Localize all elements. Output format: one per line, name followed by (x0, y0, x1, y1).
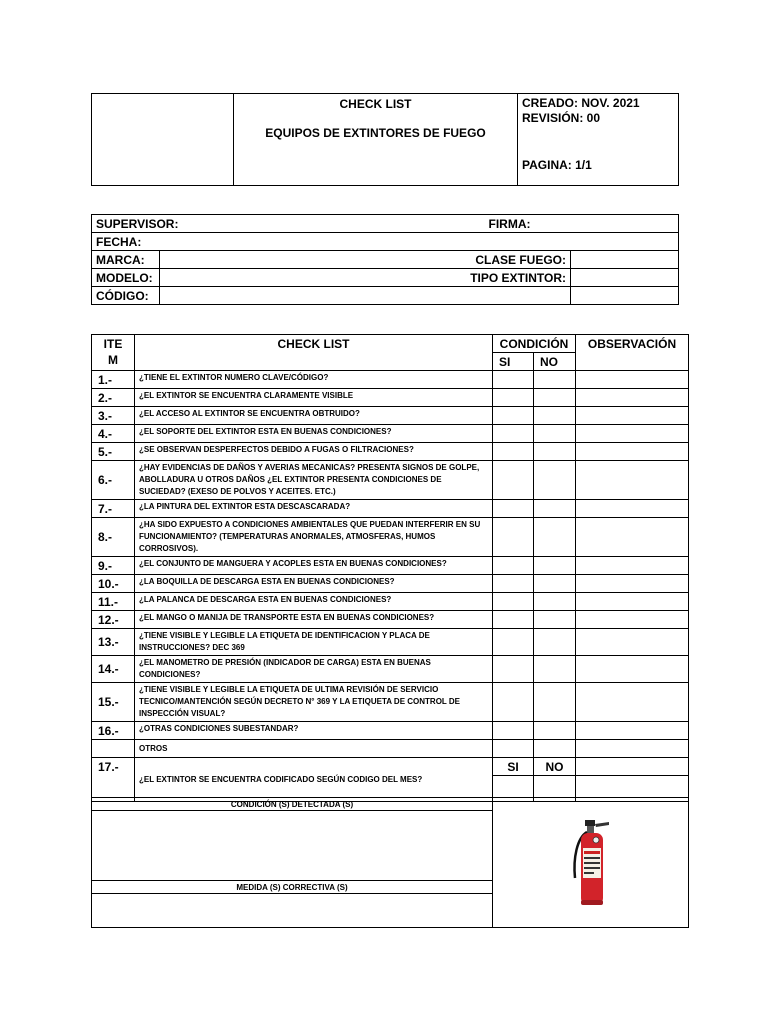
item-question: ¿LA PALANCA DE DESCARGA ESTA EN BUENAS CONDICIONES? (135, 593, 493, 611)
item-observacion-cell[interactable] (576, 425, 689, 443)
item-observacion-cell[interactable] (576, 557, 689, 575)
otros-obs-cell[interactable] (576, 740, 689, 758)
item-number: 3.- (92, 407, 135, 425)
col-checklist-header: CHECK LIST (135, 335, 493, 371)
checklist-row (92, 500, 689, 518)
extinguisher-label-line3 (584, 867, 600, 869)
marca-label: MARCA: (92, 251, 160, 269)
item-17-obs-top[interactable] (576, 758, 689, 776)
item-observacion-cell[interactable] (576, 500, 689, 518)
item-question: ¿OTRAS CONDICIONES SUBESTANDAR? (135, 722, 493, 740)
created-date: CREADO: NOV. 2021 (522, 96, 640, 110)
col-item-line2: M (108, 353, 118, 367)
item-no-cell[interactable] (534, 656, 576, 683)
item-17-si-header: SI (493, 758, 534, 776)
checklist-row (92, 518, 689, 557)
item-number: 1.- (92, 371, 135, 389)
form-subtitle: EQUIPOS DE EXTINTORES DE FUEGO (265, 126, 486, 140)
item-number: 16.- (92, 722, 135, 740)
item-17-question: ¿EL EXTINTOR SE ENCUENTRA CODIFICADO SEGÚN CODIGO DEL MES? (135, 758, 493, 802)
item-number: 2.- (92, 389, 135, 407)
otros-no-cell[interactable] (534, 740, 576, 758)
item-si-cell[interactable] (493, 557, 534, 575)
item-number: 12.- (92, 611, 135, 629)
checklist-row (92, 611, 689, 629)
item-no-cell[interactable] (534, 575, 576, 593)
item-no-cell[interactable] (534, 629, 576, 656)
item-observacion-cell[interactable] (576, 683, 689, 722)
item-observacion-cell[interactable] (576, 629, 689, 656)
item-si-cell[interactable] (493, 656, 534, 683)
checklist-row (92, 461, 689, 500)
extinguisher-label-line1 (584, 857, 600, 859)
otros-num-cell (92, 740, 135, 758)
item-si-cell[interactable] (493, 500, 534, 518)
item-si-cell[interactable] (493, 629, 534, 656)
item-no-cell[interactable] (534, 389, 576, 407)
item-si-cell[interactable] (493, 371, 534, 389)
checklist-row (92, 557, 689, 575)
modelo-label: MODELO: (92, 269, 160, 287)
firma-text: FIRMA: (488, 216, 531, 231)
item-observacion-cell[interactable] (576, 461, 689, 500)
checklist-row (92, 389, 689, 407)
fecha-label: FECHA: (92, 233, 679, 251)
supervisor-label: SUPERVISOR: (92, 215, 571, 233)
item-no-cell[interactable] (534, 500, 576, 518)
item-question: ¿EL SOPORTE DEL EXTINTOR ESTA EN BUENAS CONDICIONES? (135, 425, 493, 443)
checklist-table (91, 334, 689, 802)
item-question: ¿TIENE VISIBLE Y LEGIBLE LA ETIQUETA DE IDENTIFICACION Y PLACA DE INSTRUCCIONES? DEC 369 (135, 629, 493, 656)
extinguisher-base (581, 900, 603, 905)
item-question: ¿TIENE EL EXTINTOR NUMERO CLAVE/CÓDIGO? (135, 371, 493, 389)
item-no-cell[interactable] (534, 371, 576, 389)
item-observacion-cell[interactable] (576, 443, 689, 461)
bottom-table (91, 797, 689, 928)
item-17-no-header: NO (534, 758, 576, 776)
item-no-cell[interactable] (534, 611, 576, 629)
item-question: ¿HAY EVIDENCIAS DE DAÑOS Y AVERIAS MECANICAS? PRESENTA SIGNOS DE GOLPE, ABOLLADURA U OTROS DAÑOS ¿EL EXTINTOR PRESENTA CONDICIONES DE SUCIEDAD? (EXESO DE POLVOS Y ACEITES. ETC.) (135, 461, 493, 500)
tipo-extintor-field[interactable] (571, 269, 679, 287)
item-observacion-cell[interactable] (576, 575, 689, 593)
item-question: ¿EL EXTINTOR SE ENCUENTRA CLARAMENTE VISIBLE (135, 389, 493, 407)
extinguisher-label-line2 (584, 862, 600, 864)
item-17-number: 17.- (92, 758, 135, 802)
item-no-cell[interactable] (534, 425, 576, 443)
item-number: 9.- (92, 557, 135, 575)
extinguisher-handle (585, 820, 595, 826)
revision: REVISIÓN: 00 (522, 111, 601, 125)
item-number: 11.- (92, 593, 135, 611)
otros-label: OTROS (135, 740, 493, 758)
item-question: ¿HA SIDO EXPUESTO A CONDICIONES AMBIENTALES QUE PUEDAN INTERFERIR EN SU FUNCIONAMIENTO? (TEMPERATURAS ANORMALES, ATMOSFERAS, HUMOS CORROSIVOS). (135, 518, 493, 557)
item-question: ¿EL MANOMETRO DE PRESIÓN (INDICADOR DE CARGA) ESTA EN BUENAS CONDICIONES? (135, 656, 493, 683)
checklist-row (92, 407, 689, 425)
item-no-cell[interactable] (534, 593, 576, 611)
fire-extinguisher-icon (569, 818, 613, 908)
item-observacion-cell[interactable] (576, 371, 689, 389)
item-number: 14.- (92, 656, 135, 683)
item-si-cell[interactable] (493, 611, 534, 629)
checklist-items (92, 371, 689, 740)
item-number: 7.- (92, 500, 135, 518)
item-no-cell[interactable] (534, 722, 576, 740)
item-observacion-cell[interactable] (576, 389, 689, 407)
title-cell (234, 94, 518, 186)
si-header: SI (493, 353, 534, 371)
medida-field[interactable] (92, 894, 493, 928)
item-observacion-cell[interactable] (576, 611, 689, 629)
extinguisher-valve (587, 826, 594, 833)
logo-cell (92, 94, 234, 186)
item-no-cell[interactable] (534, 461, 576, 500)
form-title: CHECK LIST (339, 97, 412, 111)
col-item-header (92, 335, 135, 371)
col-item-line1: ITE (103, 337, 123, 351)
item-observacion-cell[interactable] (576, 722, 689, 740)
checklist-row (92, 722, 689, 740)
item-observacion-cell[interactable] (576, 593, 689, 611)
otros-si-cell[interactable] (493, 740, 534, 758)
item-number: 10.- (92, 575, 135, 593)
item-question: ¿EL MANGO O MANIJA DE TRANSPORTE ESTA EN BUENAS CONDICIONES? (135, 611, 493, 629)
checklist-row (92, 371, 689, 389)
extinguisher-label-band (584, 851, 600, 854)
item-number: 13.- (92, 629, 135, 656)
info-table (91, 214, 679, 305)
item-observacion-cell[interactable] (576, 518, 689, 557)
firma-label (488, 215, 679, 233)
item-no-cell[interactable] (534, 407, 576, 425)
condicion-field[interactable] (92, 811, 493, 881)
item-no-cell[interactable] (534, 518, 576, 557)
item-si-cell[interactable] (493, 407, 534, 425)
checklist-row (92, 575, 689, 593)
header-table (91, 93, 679, 186)
item-si-cell[interactable] (493, 518, 534, 557)
codigo-field[interactable] (160, 287, 571, 305)
meta-cell (518, 94, 679, 186)
item-si-cell[interactable] (493, 461, 534, 500)
extinguisher-label-line4 (584, 872, 594, 874)
item-question: ¿EL CONJUNTO DE MANGUERA Y ACOPLES ESTA EN BUENAS CONDICIONES? (135, 557, 493, 575)
extinguisher-gauge (593, 837, 599, 843)
item-si-cell[interactable] (493, 443, 534, 461)
item-si-cell[interactable] (493, 683, 534, 722)
item-number: 15.- (92, 683, 135, 722)
col-condicion-header: CONDICIÓN (493, 335, 576, 353)
no-header: NO (534, 353, 576, 371)
item-no-cell[interactable] (534, 683, 576, 722)
item-observacion-cell[interactable] (576, 656, 689, 683)
clase-fuego-label: CLASE FUEGO: (160, 251, 571, 269)
checklist-row (92, 629, 689, 656)
item-observacion-cell[interactable] (576, 407, 689, 425)
item-si-cell[interactable] (493, 575, 534, 593)
medida-header: MEDIDA (S) CORRECTIVA (S) (92, 881, 493, 894)
item-question: ¿LA BOQUILLA DE DESCARGA ESTA EN BUENAS CONDICIONES? (135, 575, 493, 593)
item-number: 6.- (92, 461, 135, 500)
extinguisher-cell (493, 798, 689, 928)
item-si-cell[interactable] (493, 425, 534, 443)
item-no-cell[interactable] (534, 443, 576, 461)
clase-fuego-field[interactable] (571, 251, 679, 269)
col-observacion-header: OBSERVACIÓN (576, 335, 689, 371)
condicion-header: CONDICIÓN (S) DETECTADA (S) (92, 798, 493, 811)
page-number: PAGINA: 1/1 (522, 158, 592, 172)
item-question: ¿TIENE VISIBLE Y LEGIBLE LA ETIQUETA DE ULTIMA REVISIÓN DE SERVICIO TECNICO/MANTENCIÓN SEGÚN DECRETO N° 369 Y LA ETIQUETA DE CONTROL DE INSPECCIÓN VISUAL? (135, 683, 493, 722)
checklist-row (92, 683, 689, 722)
item-question: ¿LA PINTURA DEL EXTINTOR ESTA DESCASCARADA? (135, 500, 493, 518)
checklist-row (92, 443, 689, 461)
item-number: 8.- (92, 518, 135, 557)
checklist-row (92, 656, 689, 683)
checklist-row (92, 425, 689, 443)
tipo-extintor-label: TIPO EXTINTOR: (160, 269, 571, 287)
extinguisher-lever (595, 822, 609, 827)
item-question: ¿SE OBSERVAN DESPERFECTOS DEBIDO A FUGAS O FILTRACIONES? (135, 443, 493, 461)
item-si-cell[interactable] (493, 389, 534, 407)
item-no-cell[interactable] (534, 557, 576, 575)
item-si-cell[interactable] (493, 722, 534, 740)
codigo-label: CÓDIGO: (92, 287, 160, 305)
codigo-extra-field[interactable] (571, 287, 679, 305)
item-number: 4.- (92, 425, 135, 443)
checklist-row (92, 593, 689, 611)
item-si-cell[interactable] (493, 593, 534, 611)
item-number: 5.- (92, 443, 135, 461)
item-question: ¿EL ACCESO AL EXTINTOR SE ENCUENTRA OBTRUIDO? (135, 407, 493, 425)
